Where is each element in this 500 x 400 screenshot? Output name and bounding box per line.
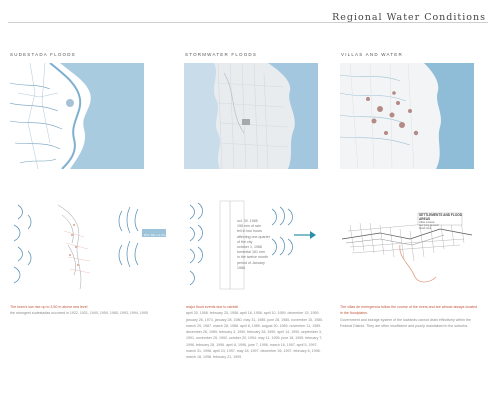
caption-sudestada-body: the strongest sudestadas occurred in 1922, 1931, 1940, 1959, 1985, 1993, 1994, 1995 bbox=[10, 311, 148, 316]
caption-stormwater-body: april 30, 1958. february 25, 1958. april 16, 1958. april 10, 1959. december 15, 1959. january 26, 1974. january 28, 1980. may 31, 1985. june 28, 1985. november 15, 1985. march 29, 1987. march 28, 1988. april 8, 1989. august 30, 1989. november 11, 1989. december 26, 1989. february 3, 1990. february 28, 1990. april 14, 1990. september 3, 1991. november 25, 1992. october 20, 1994. may 11, 1995. june 18, 1995. february 7, 1996. february 28, 1996. april 8, 1996. june 7, 1996. march 16, 1997. april 5, 1997. march 31, 1998. april 24, 1997. may 18, 1997. december 26, 1997. february 6, 1998. march 18, 1998. february 21, 1999. bbox=[186, 311, 324, 360]
map-legend-line: flood zone bbox=[419, 227, 432, 230]
rainfall-annotation bbox=[237, 219, 273, 271]
column-heading-sudestada: SUDESTADA FLOODS bbox=[10, 52, 76, 57]
column-heading-villas: VILLAS AND WATER bbox=[341, 52, 403, 57]
rainfall-note-line: period of January 1988 bbox=[237, 260, 265, 270]
sudestada-wind-diagram bbox=[10, 195, 170, 295]
rainfall-note-line: 198 mm of rain bbox=[237, 224, 261, 229]
page-title: Regional Water Conditions bbox=[332, 12, 486, 23]
rainfall-note-line: october 1, 1986 bbox=[237, 245, 262, 250]
villas-street-map bbox=[340, 195, 474, 295]
caption-villas-body: Government and storage system of the lowlands cannot drain effectively within the Federal District. They are often insufficient and poorly maintained in the suburbs. bbox=[340, 317, 471, 328]
map-legend-line: villas miseria bbox=[419, 221, 435, 224]
rainfall-note-line: fell in two hours bbox=[237, 229, 262, 234]
rainfall-note-line: in the twelve month bbox=[237, 255, 268, 260]
villas-water-map bbox=[340, 63, 474, 169]
rainfall-note-line: affecting one quarter bbox=[237, 234, 270, 239]
rainfall-note-line: oct. 30. 1985 bbox=[237, 219, 258, 223]
caption-stormwater bbox=[186, 304, 326, 361]
rainfall-note-line: torrential 161 mm bbox=[237, 250, 265, 255]
caption-villas-highlight: The villas de emergencia follow the course of the rivers and are almost always located in the floodplains. bbox=[340, 305, 478, 316]
river-tag: RÍO DE LA PLATA bbox=[144, 233, 172, 237]
map-legend-title: SETTLEMENTS AND FLOOD AREAS bbox=[419, 213, 463, 221]
caption-sudestada-highlight: The town's low rise up to 3.50 m above sea level bbox=[10, 305, 88, 309]
column-heading-stormwater: STORMWATER FLOODS bbox=[185, 52, 258, 57]
caption-stormwater-highlight: major flood events due to rainfall bbox=[186, 305, 238, 309]
stormwater-flood-map bbox=[184, 63, 318, 169]
caption-villas bbox=[340, 304, 480, 329]
sudestada-flood-map bbox=[10, 63, 144, 169]
caption-sudestada bbox=[10, 304, 170, 317]
map-legend-line: low lying ground bbox=[419, 224, 439, 227]
rainfall-note-line: of the city bbox=[237, 239, 253, 244]
map-legend bbox=[419, 213, 463, 230]
